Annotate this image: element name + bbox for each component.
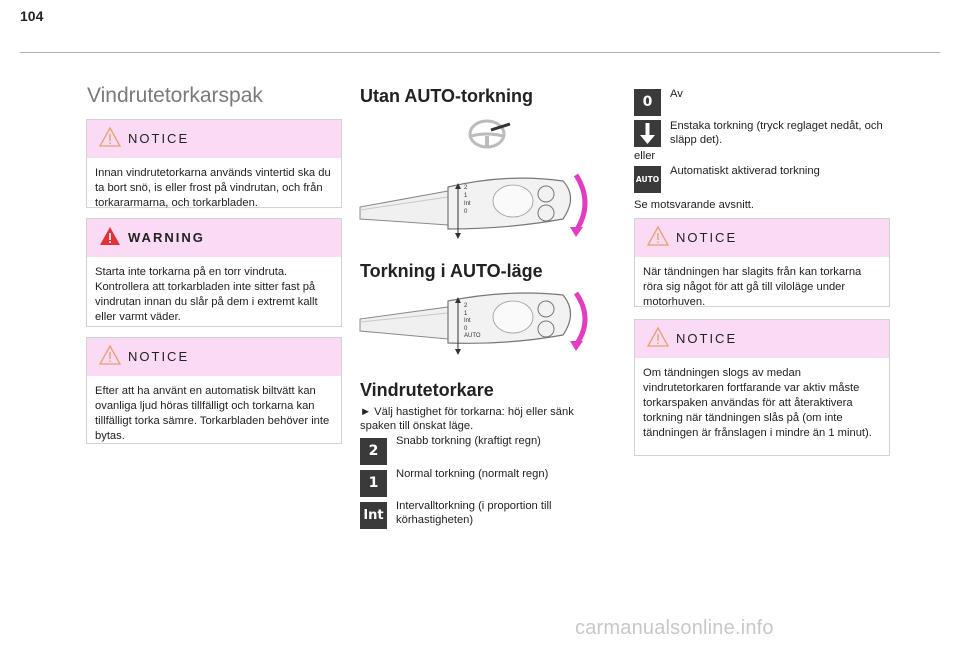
stalk-auto-position-labels	[464, 303, 484, 341]
notice-label: NOTICE	[676, 331, 738, 346]
speed-2-icon: 2	[360, 438, 387, 465]
or-text: eller	[634, 150, 656, 162]
heading-wipers: Vindrutetorkare	[360, 380, 494, 400]
notice-text: När tändningen har slagits från kan torkarna röra sig något för att gå till viloläge under motorhuven.	[643, 266, 862, 308]
single-wipe-text: Enstaka torkning (tryck reglaget nedåt, och släpp det).	[670, 120, 883, 146]
notice-header	[87, 120, 341, 158]
notice-label: NOTICE	[128, 131, 190, 146]
page-title: Vindrutetorkarspak	[87, 84, 263, 107]
pos-0: 0	[464, 325, 468, 332]
warning-box	[86, 218, 342, 327]
auto-text: Automatiskt aktiverad torkning	[670, 165, 820, 177]
pos-1: 1	[464, 193, 468, 199]
watermark: carmanualsonline.info	[575, 617, 774, 639]
speed-1-icon: 1	[360, 470, 387, 497]
pos-2: 2	[464, 303, 468, 309]
pos-2: 2	[464, 185, 468, 191]
heading-without-auto: Utan AUTO-torkning	[360, 86, 533, 106]
header-divider	[20, 52, 940, 53]
notice-header	[87, 338, 341, 376]
wiper-stalk-illustration	[358, 167, 598, 247]
steering-wheel-icon	[466, 115, 512, 153]
speed-1-text: Normal torkning (normalt regn)	[396, 468, 549, 480]
warning-outline-icon	[647, 226, 669, 246]
notice-label: NOTICE	[676, 230, 738, 245]
single-wipe-arrow-down-icon	[634, 120, 661, 147]
auto-icon: AUTO	[634, 166, 661, 193]
intro-text: ► Välj hastighet för torkarna: höj eller sänk spaken till önskat läge.	[360, 406, 574, 432]
notice-header	[635, 320, 889, 358]
pos-1: 1	[464, 310, 468, 317]
notice-box-4	[634, 319, 890, 456]
notice-box-2	[86, 337, 342, 444]
see-section-text: Se motsvarande avsnitt.	[634, 199, 755, 211]
pos-int: Int	[464, 318, 471, 324]
stalk-position-labels	[464, 184, 474, 216]
pos-0: 0	[464, 209, 468, 215]
warning-outline-icon	[99, 127, 121, 147]
notice-box-1	[86, 119, 342, 208]
notice-text: Efter att ha använt en automatisk biltvätt kan ovanliga ljud höras tillfälligt och torkarna kan tillfälligt torka sämre. Torkarbladen behöver inte bytas.	[95, 385, 330, 442]
pos-auto: AUTO	[464, 333, 481, 339]
notice-header	[635, 219, 889, 257]
pos-int: Int	[464, 201, 471, 207]
warning-outline-icon	[99, 345, 121, 365]
warning-filled-icon	[99, 226, 121, 246]
warning-text: Starta inte torkarna på en torr vindruta. Kontrollera att torkarbladen inte sitter fast på vindrutan innan du slår på dem i extremt kallt eller varmt väder.	[95, 266, 318, 323]
notice-text: Om tändningen slogs av medan vindrutetorkaren fortfarande var aktiv måste torkarspaken användas för att återaktivera torkning när tändningen slås på (om inte tändningen är frånslagen i mindre än 1 minut).	[643, 367, 872, 439]
heading-auto-mode: Torkning i AUTO-läge	[360, 261, 543, 281]
interval-icon: Int	[360, 502, 387, 529]
warning-outline-icon	[647, 327, 669, 347]
interval-text: Intervalltorkning (i proportion till körhastigheten)	[396, 500, 552, 526]
warning-label: WARNING	[128, 230, 205, 245]
notice-box-3	[634, 218, 890, 307]
page-number: 104	[20, 8, 44, 24]
off-icon: 0	[634, 89, 661, 116]
notice-text: Innan vindrutetorkarna används vintertid ska du ta bort snö, is eller frost på vindrutan, och från torkararmarna, och torkarbladen.	[95, 167, 331, 209]
speed-2-text: Snabb torkning (kraftigt regn)	[396, 435, 541, 447]
off-text: Av	[670, 88, 683, 100]
notice-label: NOTICE	[128, 349, 190, 364]
warning-header	[87, 219, 341, 257]
